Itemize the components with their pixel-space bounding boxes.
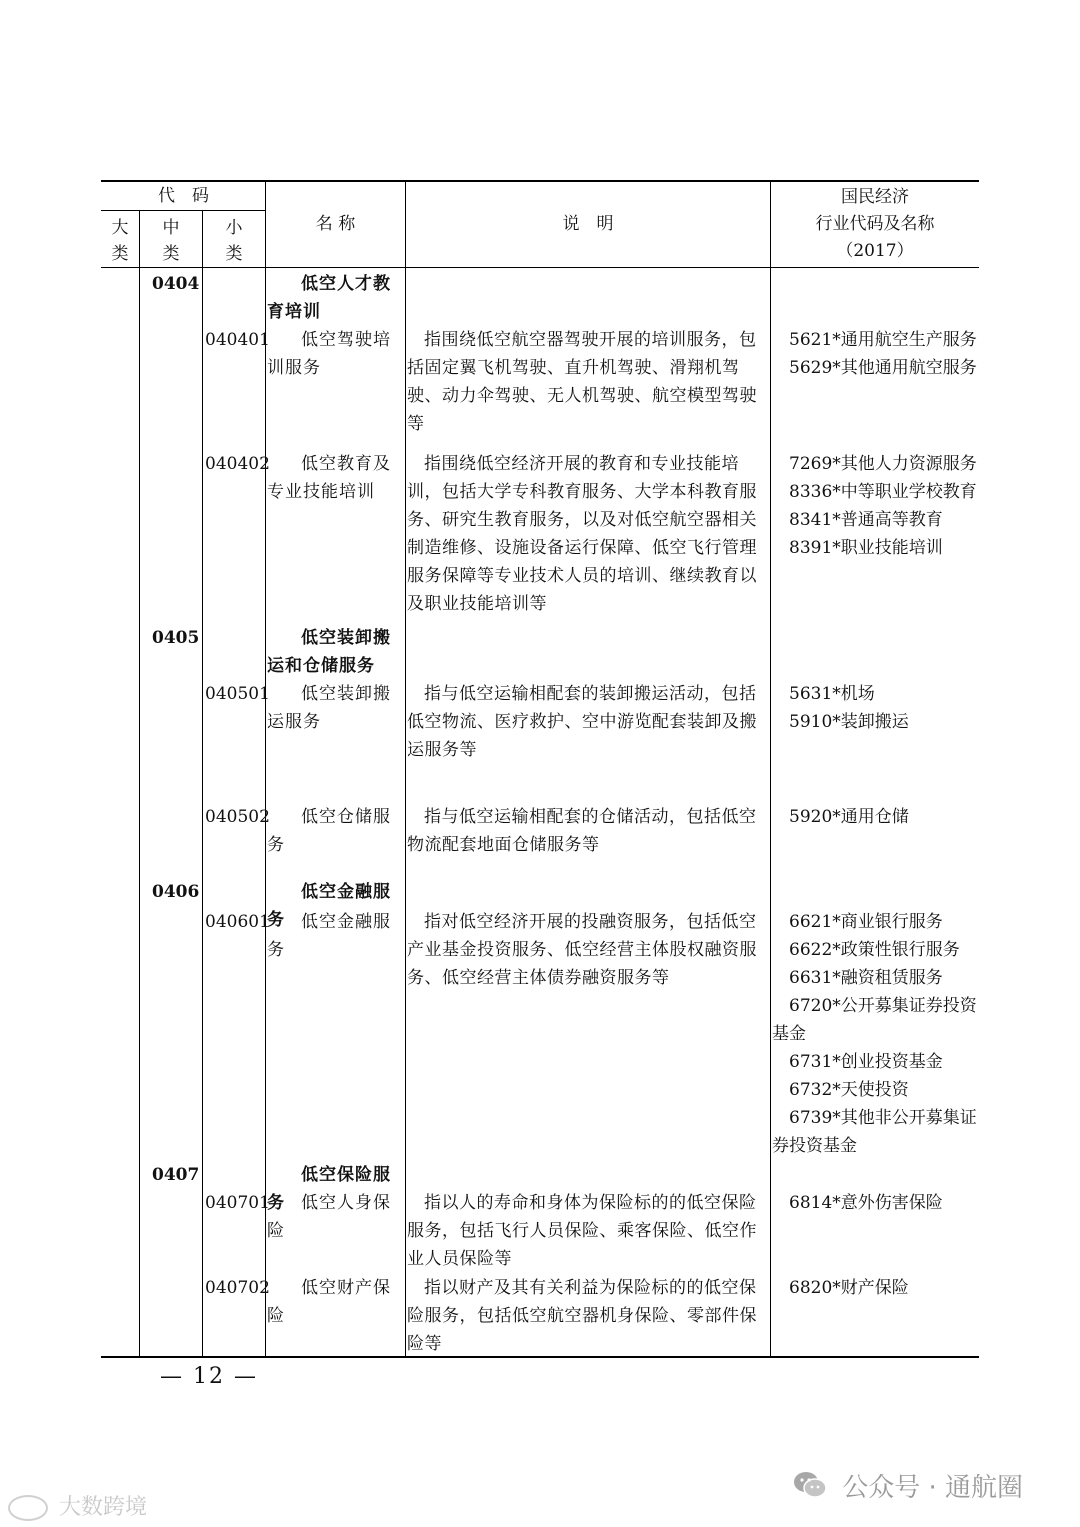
item-standard-codes	[772, 1274, 980, 1302]
item-standard-codes	[772, 803, 980, 831]
standard-code: 5621*通用航空生产服务	[789, 330, 977, 350]
standard-code: 6814*意外伤害保险	[789, 1193, 943, 1213]
standard-code: 6631*融资租赁服务	[789, 968, 943, 988]
minor-code: 040501	[205, 684, 270, 704]
minor-code: 040401	[205, 330, 270, 350]
middle-code: 0407	[152, 1165, 200, 1185]
middle-code: 0404	[152, 274, 200, 294]
minor-code: 040402	[205, 454, 270, 474]
item-standard-codes	[772, 326, 980, 382]
header-nat-code-3: （2017）	[836, 241, 914, 261]
standard-code: 7269*其他人力资源服务	[789, 454, 977, 474]
header-description: 说 明	[562, 214, 614, 234]
header-nat-code-1: 国民经济	[841, 187, 909, 207]
standard-code: 5631*机场	[789, 684, 875, 704]
category-name: 低空金融服务	[267, 882, 391, 930]
item-name: 低空仓储服务	[267, 807, 391, 855]
page-number: — 12 —	[160, 1364, 258, 1389]
item-name: 低空财产保险	[267, 1278, 391, 1326]
item-standard-codes	[772, 450, 980, 562]
wechat-icon	[792, 1470, 828, 1507]
header-bottom-rule	[101, 267, 979, 268]
standard-code: 8336*中等职业学校教育	[789, 482, 977, 502]
watermark-left	[8, 1490, 147, 1521]
item-standard-codes	[772, 680, 980, 736]
standard-code: 6622*政策性银行服务	[789, 940, 960, 960]
col-divider-desc	[405, 181, 406, 1356]
item-description: 指围绕低空经济开展的教育和专业技能培训，包括大学专科教育服务、大学本科教育服务、研究生教育服务，以及对低空航空器相关制造维修、设施设备运行保障、低空飞行管理服务保障等专业技术人员的培训、继续教育以及职业技能培训等	[407, 454, 757, 614]
item-name: 低空金融服务	[267, 912, 391, 960]
header-name: 名 称	[315, 214, 356, 234]
header-major: 大 类	[111, 218, 129, 264]
col-divider-minor	[202, 268, 203, 1356]
minor-code: 040601	[205, 912, 270, 932]
standard-code: 6731*创业投资基金	[789, 1052, 943, 1072]
standard-code: 8341*普通高等教育	[789, 510, 943, 530]
watermark-logo-icon	[8, 1495, 48, 1521]
item-description: 指与低空运输相配套的仓储活动，包括低空物流配套地面仓储服务等	[407, 807, 757, 855]
watermark-right-text: 公众号 · 通航圈	[842, 1473, 1024, 1503]
standard-code: 6720*公开募集证券投资基金	[772, 996, 977, 1044]
standard-code: 6820*财产保险	[789, 1278, 909, 1298]
standard-code: 5920*通用仓储	[789, 807, 909, 827]
minor-code: 040702	[205, 1278, 270, 1298]
item-standard-codes	[772, 908, 980, 1160]
col-divider-name	[265, 181, 266, 1356]
col-divider-std	[770, 181, 771, 1356]
standard-code: 8391*职业技能培训	[789, 538, 943, 558]
item-description: 指以财产及其有关利益为保险标的的低空保险服务，包括低空航空器机身保险、零部件保险等	[407, 1278, 757, 1354]
standard-code: 6732*天使投资	[789, 1080, 909, 1100]
item-description: 指与低空运输相配套的装卸搬运活动，包括低空物流、医疗救护、空中游览配套装卸及搬运服务等	[407, 684, 757, 760]
code-header-rule	[101, 210, 266, 211]
standard-code: 6621*商业银行服务	[789, 912, 943, 932]
item-name: 低空教育及专业技能培训	[267, 454, 391, 502]
item-name: 低空装卸搬运服务	[267, 684, 391, 732]
header-nat-code-2: 行业代码及名称	[815, 214, 935, 234]
item-name: 低空人身保险	[267, 1193, 391, 1241]
standard-code: 5629*其他通用航空服务	[789, 358, 977, 378]
item-standard-codes	[772, 1189, 980, 1217]
standard-code: 6739*其他非公开募集证券投资基金	[772, 1108, 977, 1156]
item-description: 指以人的寿命和身体为保险标的的低空保险服务，包括飞行人员保险、乘客保险、低空作业人员保险等	[407, 1193, 757, 1269]
header-middle: 中 类	[162, 218, 180, 264]
category-name: 低空保险服务	[267, 1165, 391, 1213]
category-name: 低空装卸搬运和仓储服务	[267, 628, 391, 676]
category-name: 低空人才教育培训	[267, 274, 391, 322]
watermark-left-text: 大数跨境	[59, 1495, 148, 1520]
middle-code: 0406	[152, 882, 200, 902]
col-divider-middle	[139, 268, 140, 1356]
item-description: 指对低空经济开展的投融资服务，包括低空产业基金投资服务、低空经营主体股权融资服务、低空经营主体债券融资服务等	[407, 912, 757, 988]
middle-code: 0405	[152, 628, 200, 648]
item-name: 低空驾驶培训服务	[267, 330, 391, 378]
watermark-right	[792, 1467, 1023, 1507]
standard-code: 5910*装卸搬运	[789, 712, 909, 732]
header-minor: 小 类	[225, 218, 243, 264]
header-code: 代 码	[158, 186, 209, 206]
table-top-rule	[101, 180, 979, 182]
minor-code: 040502	[205, 807, 270, 827]
item-description: 指围绕低空航空器驾驶开展的培训服务，包括固定翼飞机驾驶、直升机驾驶、滑翔机驾驶、动力伞驾驶、无人机驾驶、航空模型驾驶等	[407, 330, 757, 434]
minor-code: 040701	[205, 1193, 270, 1213]
